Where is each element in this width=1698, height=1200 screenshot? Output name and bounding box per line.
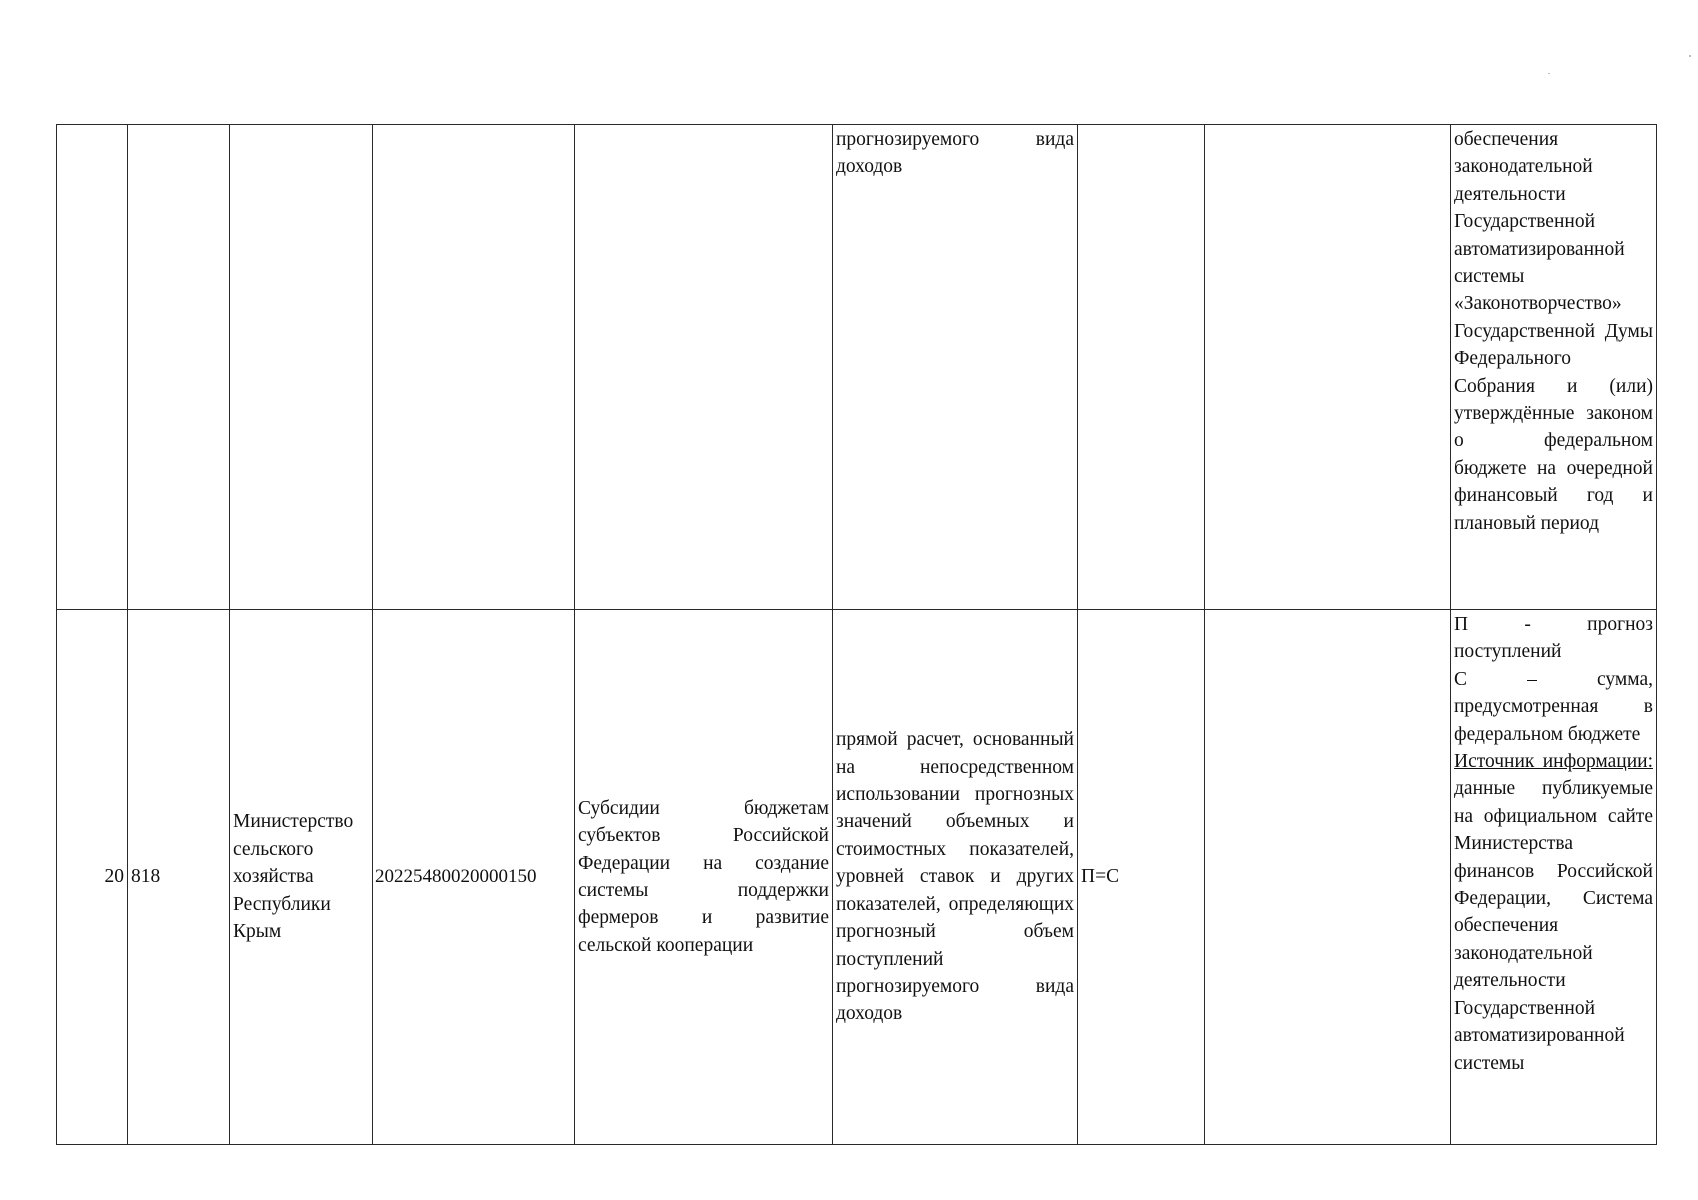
calculation-method-cell: прямой расчет, основанный на непосредственном использовании прогнозных значений объемных и стоимостных показателей, уровней ставок и других показателей, определяющих прогнозный объем поступлений прогнозируемого вида доходов bbox=[833, 610, 1078, 1145]
formula-cell: П=С bbox=[1078, 610, 1205, 1145]
administrator-cell bbox=[230, 125, 373, 610]
source-info-cell: обеспечения законодательной деятельности Государственной автоматизированной системы «Законотворчество» Государственной Думы Федерального Собрания и (или) утверждённые законом о федеральном бюджете на очередной финансовый год и плановый период bbox=[1451, 125, 1657, 610]
row-number-cell: 20 bbox=[57, 610, 128, 1145]
kbk-cell: 20225480020000150 bbox=[373, 610, 575, 1145]
source-c-definition: С – сумма, предусмотренная в федеральном бюджете bbox=[1454, 668, 1653, 745]
scan-speck bbox=[1689, 55, 1691, 57]
source-text: данные публикуемые на официальном сайте Министерства финансов Российской Федерации, Система обеспечения законодательной деятельности Государственной автоматизированной системы bbox=[1454, 778, 1653, 1074]
source-label: Источник информации: bbox=[1454, 751, 1653, 773]
calculation-method-cell: прогнозируемого вида доходов bbox=[833, 125, 1078, 610]
source-info-cell bbox=[1451, 610, 1657, 1145]
formula-cell bbox=[1078, 125, 1205, 610]
algorithm-cell bbox=[1205, 125, 1451, 610]
revenue-forecast-table bbox=[56, 124, 1657, 1145]
revenue-name-cell bbox=[575, 125, 833, 610]
chapter-code-cell: 818 bbox=[128, 610, 230, 1145]
row-number-cell bbox=[57, 125, 128, 610]
table-row bbox=[57, 610, 1657, 1145]
source-p-definition: П - прогноз поступлений bbox=[1454, 614, 1653, 663]
algorithm-cell bbox=[1205, 610, 1451, 1145]
revenue-name-cell: Субсидии бюджетам субъектов Российской Федерации на создание системы поддержки фермеров и развитие сельской кооперации bbox=[575, 610, 833, 1145]
kbk-cell bbox=[373, 125, 575, 610]
administrator-cell: Министерство сельского хозяйства Республики Крым bbox=[230, 610, 373, 1145]
chapter-code-cell bbox=[128, 125, 230, 610]
scan-speck bbox=[1548, 73, 1550, 74]
table-row bbox=[57, 125, 1657, 610]
